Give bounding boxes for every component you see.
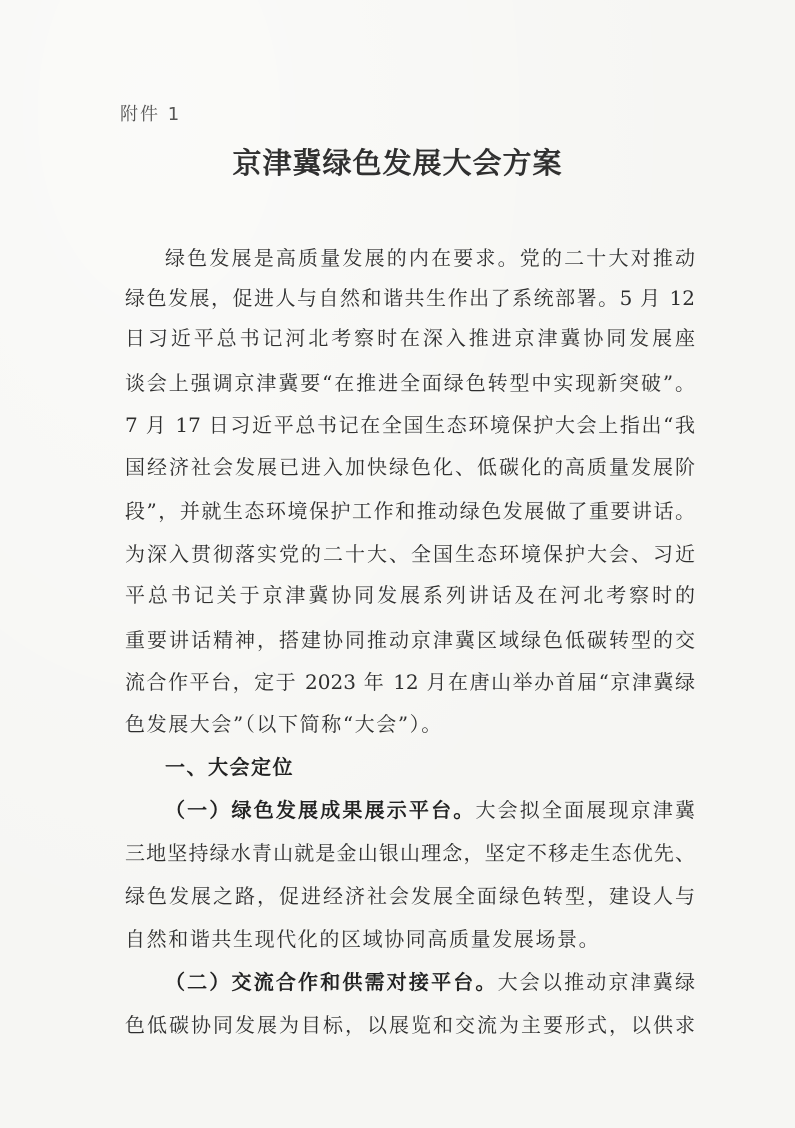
item-label: （一）绿色发展成果展示平台。 [165,798,476,822]
paragraph-line: 绿色发展之路，促进经济社会发展全面绿色转型，建设人与 [125,884,695,908]
attachment-label: 附件 1 [120,104,182,125]
item-first-line [165,970,695,994]
paragraph-line: 日习近平总书记河北考察时在深入推进京津冀协同发展座 [125,326,695,350]
paragraph-line: 三地坚持绿水青山就是金山银山理念，坚定不移走生态优先、 [125,841,695,865]
paragraph-line: 国经济社会发展已进入加快绿色化、低碳化的高质量发展阶 [125,455,695,479]
item-first-line [165,798,695,822]
section-heading: 一、大会定位 [165,755,294,779]
paragraph-line: 谈会上强调京津冀要“在推进全面绿色转型中实现新突破”。 [125,371,695,395]
paragraph-line: 平总书记关于京津冀协同发展系列讲话及在河北考察时的 [125,583,695,607]
paragraph-line: 绿色发展是高质量发展的内在要求。党的二十大对推动 [165,246,695,270]
paragraph-line: 重要讲话精神，搭建协同推动京津冀区域绿色低碳转型的交 [125,628,695,652]
paragraph-line: 色低碳协同发展为目标，以展览和交流为主要形式，以供求 [125,1013,695,1037]
paragraph-line: 色发展大会”（以下简称“大会”）。 [125,712,443,736]
item-text: 大会拟全面展现京津冀 [475,798,696,822]
paragraph-line: 为深入贯彻落实党的二十大、全国生态环境保护大会、习近 [125,542,695,566]
paragraph-line: 自然和谐共生现代化的区域协同高质量发展场景。 [125,927,601,951]
item-label: （二）交流合作和供需对接平台。 [165,970,498,994]
item-text: 大会以推动京津冀绿 [497,970,696,994]
paragraph-line: 流合作平台，定于 2023 年 12 月在唐山举办首届“京津冀绿 [125,670,695,694]
document-title: 京津冀绿色发展大会方案 [232,146,563,180]
paragraph-line: 绿色发展，促进人与自然和谐共生作出了系统部署。5 月 12 [125,286,695,310]
paragraph-line: 段”，并就生态环境保护工作和推动绿色发展做了重要讲话。 [125,499,695,523]
paragraph-line: 7 月 17 日习近平总书记在全国生态环境保护大会上指出“我 [125,413,695,437]
